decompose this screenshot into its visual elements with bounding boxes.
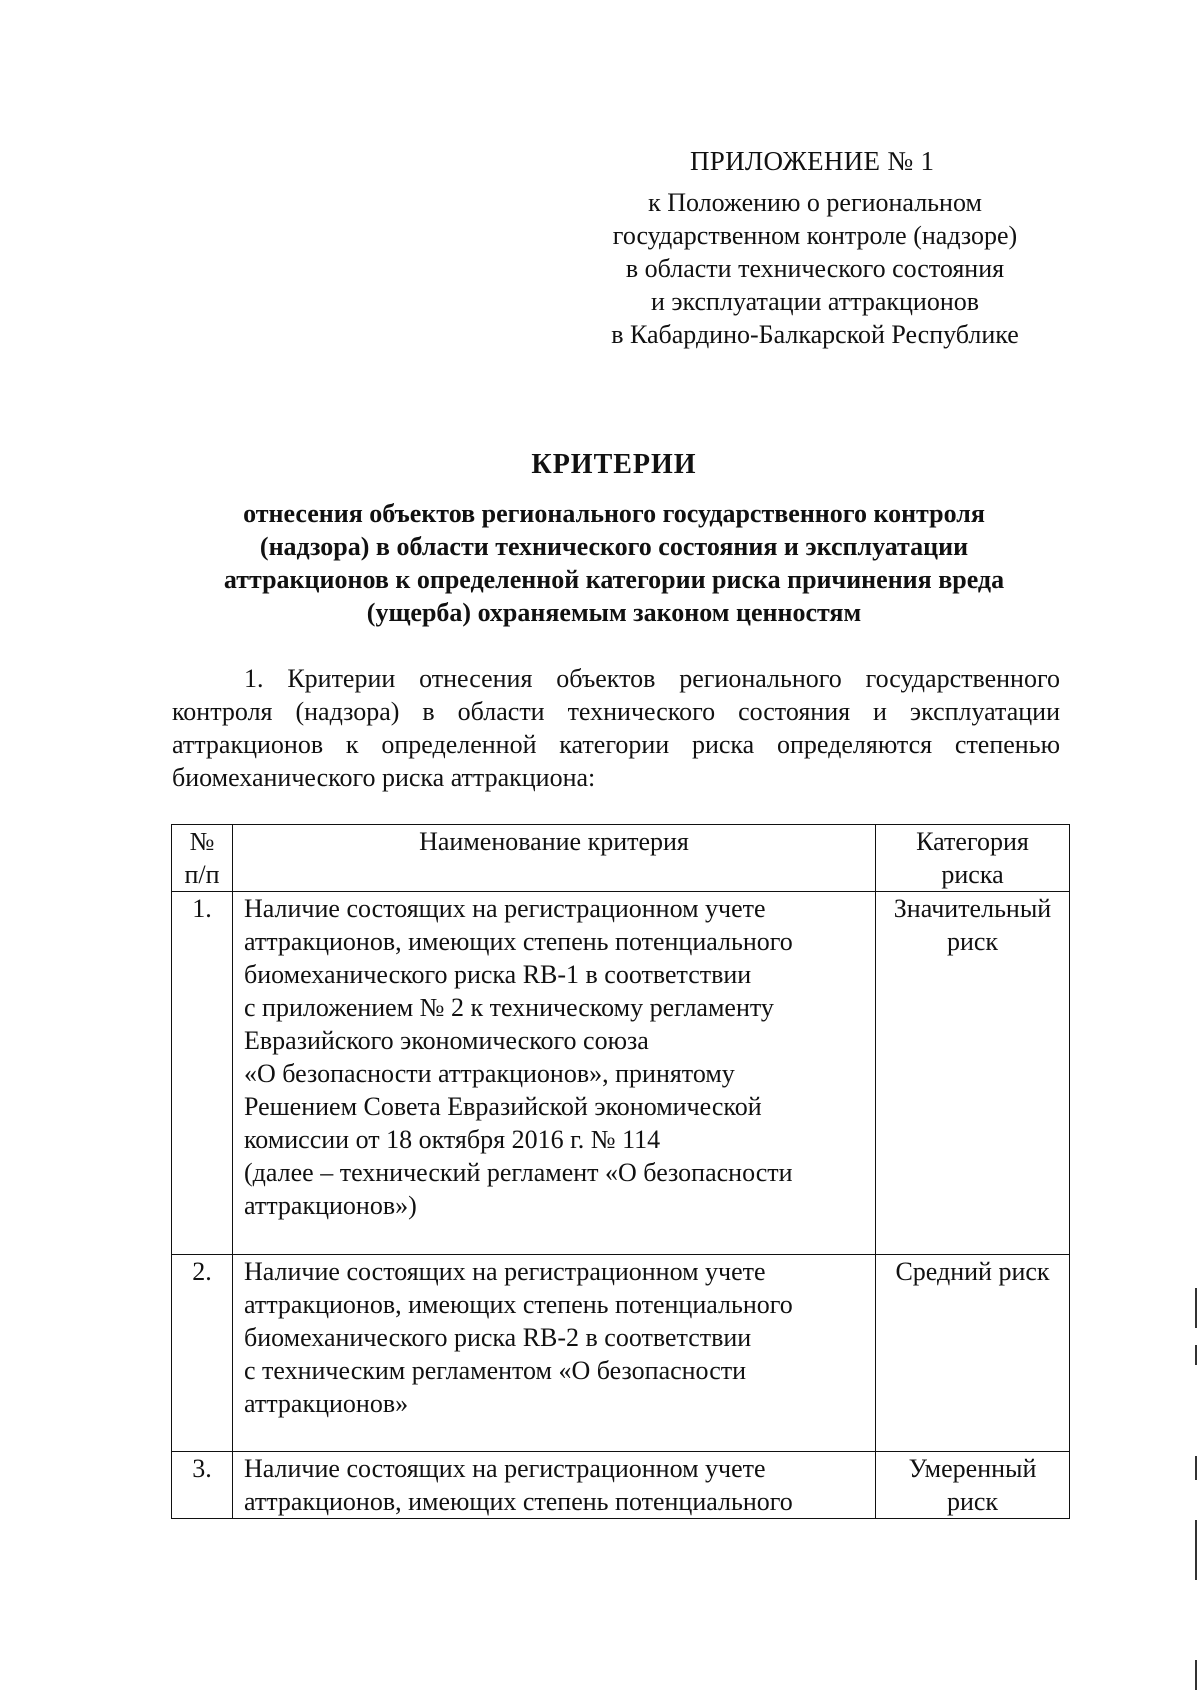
criterion-line: аттракционов, имеющих степень потенциального xyxy=(244,927,793,956)
criterion-line: с техническим регламентом «О безопасности xyxy=(244,1356,747,1385)
row-criterion xyxy=(233,1255,876,1452)
appendix-ref-line: в области технического состояния xyxy=(625,254,1005,283)
appendix-ref-line: и эксплуатации аттракционов xyxy=(650,287,980,316)
table-row xyxy=(172,1255,1070,1452)
row-number: 2. xyxy=(172,1255,233,1452)
scan-edge-mark xyxy=(1195,1660,1197,1690)
header-category xyxy=(876,825,1070,892)
appendix-reference xyxy=(520,186,1110,351)
scan-edge-mark xyxy=(1195,1345,1197,1365)
row-number: 3. xyxy=(172,1452,233,1519)
header-category-line: риска xyxy=(941,860,1004,889)
appendix-title: ПРИЛОЖЕНИЕ № 1 xyxy=(690,146,935,176)
category-line: риск xyxy=(946,927,999,956)
criterion-line: Наличие состоящих на регистрационном учете xyxy=(244,1454,766,1483)
criterion-line: с приложением № 2 к техническому регламенту xyxy=(244,993,774,1022)
scan-edge-mark xyxy=(1195,1288,1197,1328)
row-criterion xyxy=(233,892,876,1255)
header-number-line: п/п xyxy=(184,860,220,889)
table-row xyxy=(172,892,1070,1255)
table-row xyxy=(172,1452,1070,1519)
scan-edge-mark xyxy=(1195,1520,1197,1580)
criterion-line: (далее – технический регламент «О безопасности xyxy=(244,1158,793,1187)
paragraph-1 xyxy=(172,662,1060,794)
header-category-line: Категория xyxy=(916,827,1029,856)
row-category xyxy=(876,1452,1070,1519)
subheading-line: аттракционов к определенной категории риска причинения вреда xyxy=(223,565,1005,594)
row-category xyxy=(876,892,1070,1255)
criterion-line: биомеханического риска RB-2 в соответствии xyxy=(244,1323,752,1352)
subheading-line: (ущерба) охраняемым законом ценностям xyxy=(366,598,862,627)
criterion-line: аттракционов») xyxy=(244,1191,417,1220)
criteria-table xyxy=(171,824,1070,1519)
category-line: риск xyxy=(946,1487,999,1516)
paragraph-line: биомеханического риска аттракциона: xyxy=(172,763,596,792)
paragraph-line: аттракционов к определенной категории риска определяются степенью xyxy=(172,730,1060,759)
header-number xyxy=(172,825,233,892)
criterion-line: аттракционов, имеющих степень потенциального xyxy=(244,1487,793,1516)
scan-edge-mark xyxy=(1195,1456,1197,1480)
criterion-line: Наличие состоящих на регистрационном учете xyxy=(244,894,766,923)
row-criterion xyxy=(233,1452,876,1519)
category-line: Средний риск xyxy=(895,1257,1050,1286)
header-number-line: № xyxy=(189,827,215,856)
category-line: Значительный xyxy=(893,894,1052,923)
criterion-line: комиссии от 18 октября 2016 г. № 114 xyxy=(244,1125,661,1154)
criterion-line: Евразийского экономического союза xyxy=(244,1026,649,1055)
document-subheading xyxy=(160,497,1068,629)
criterion-line: аттракционов» xyxy=(244,1389,409,1418)
criterion-line: «О безопасности аттракционов», принятому xyxy=(244,1059,735,1088)
row-number: 1. xyxy=(172,892,233,1255)
header-name xyxy=(233,825,876,892)
criterion-line: аттракционов, имеющих степень потенциального xyxy=(244,1290,793,1319)
paragraph-line: контроля (надзора) в области технического состояния и эксплуатации xyxy=(172,697,1060,726)
category-line: Умеренный xyxy=(908,1454,1037,1483)
header-name-text: Наименование критерия xyxy=(419,827,689,856)
row-category xyxy=(876,1255,1070,1452)
table-header-row xyxy=(172,825,1070,892)
criterion-line: биомеханического риска RB-1 в соответствии xyxy=(244,960,752,989)
subheading-line: отнесения объектов регионального государственного контроля xyxy=(243,499,985,528)
appendix-ref-line: в Кабардино-Балкарской Республике xyxy=(611,320,1019,349)
paragraph-line: 1. Критерии отнесения объектов регионального государственного xyxy=(244,664,1060,693)
subheading-line: (надзора) в области технического состояния и эксплуатации xyxy=(259,532,969,561)
appendix-ref-line: государственном контроле (надзоре) xyxy=(612,221,1018,250)
criterion-line: Решением Совета Евразийской экономической xyxy=(244,1092,762,1121)
document-heading: КРИТЕРИИ xyxy=(531,449,697,480)
criterion-line: Наличие состоящих на регистрационном учете xyxy=(244,1257,766,1286)
appendix-ref-line: к Положению о региональном xyxy=(648,188,982,217)
